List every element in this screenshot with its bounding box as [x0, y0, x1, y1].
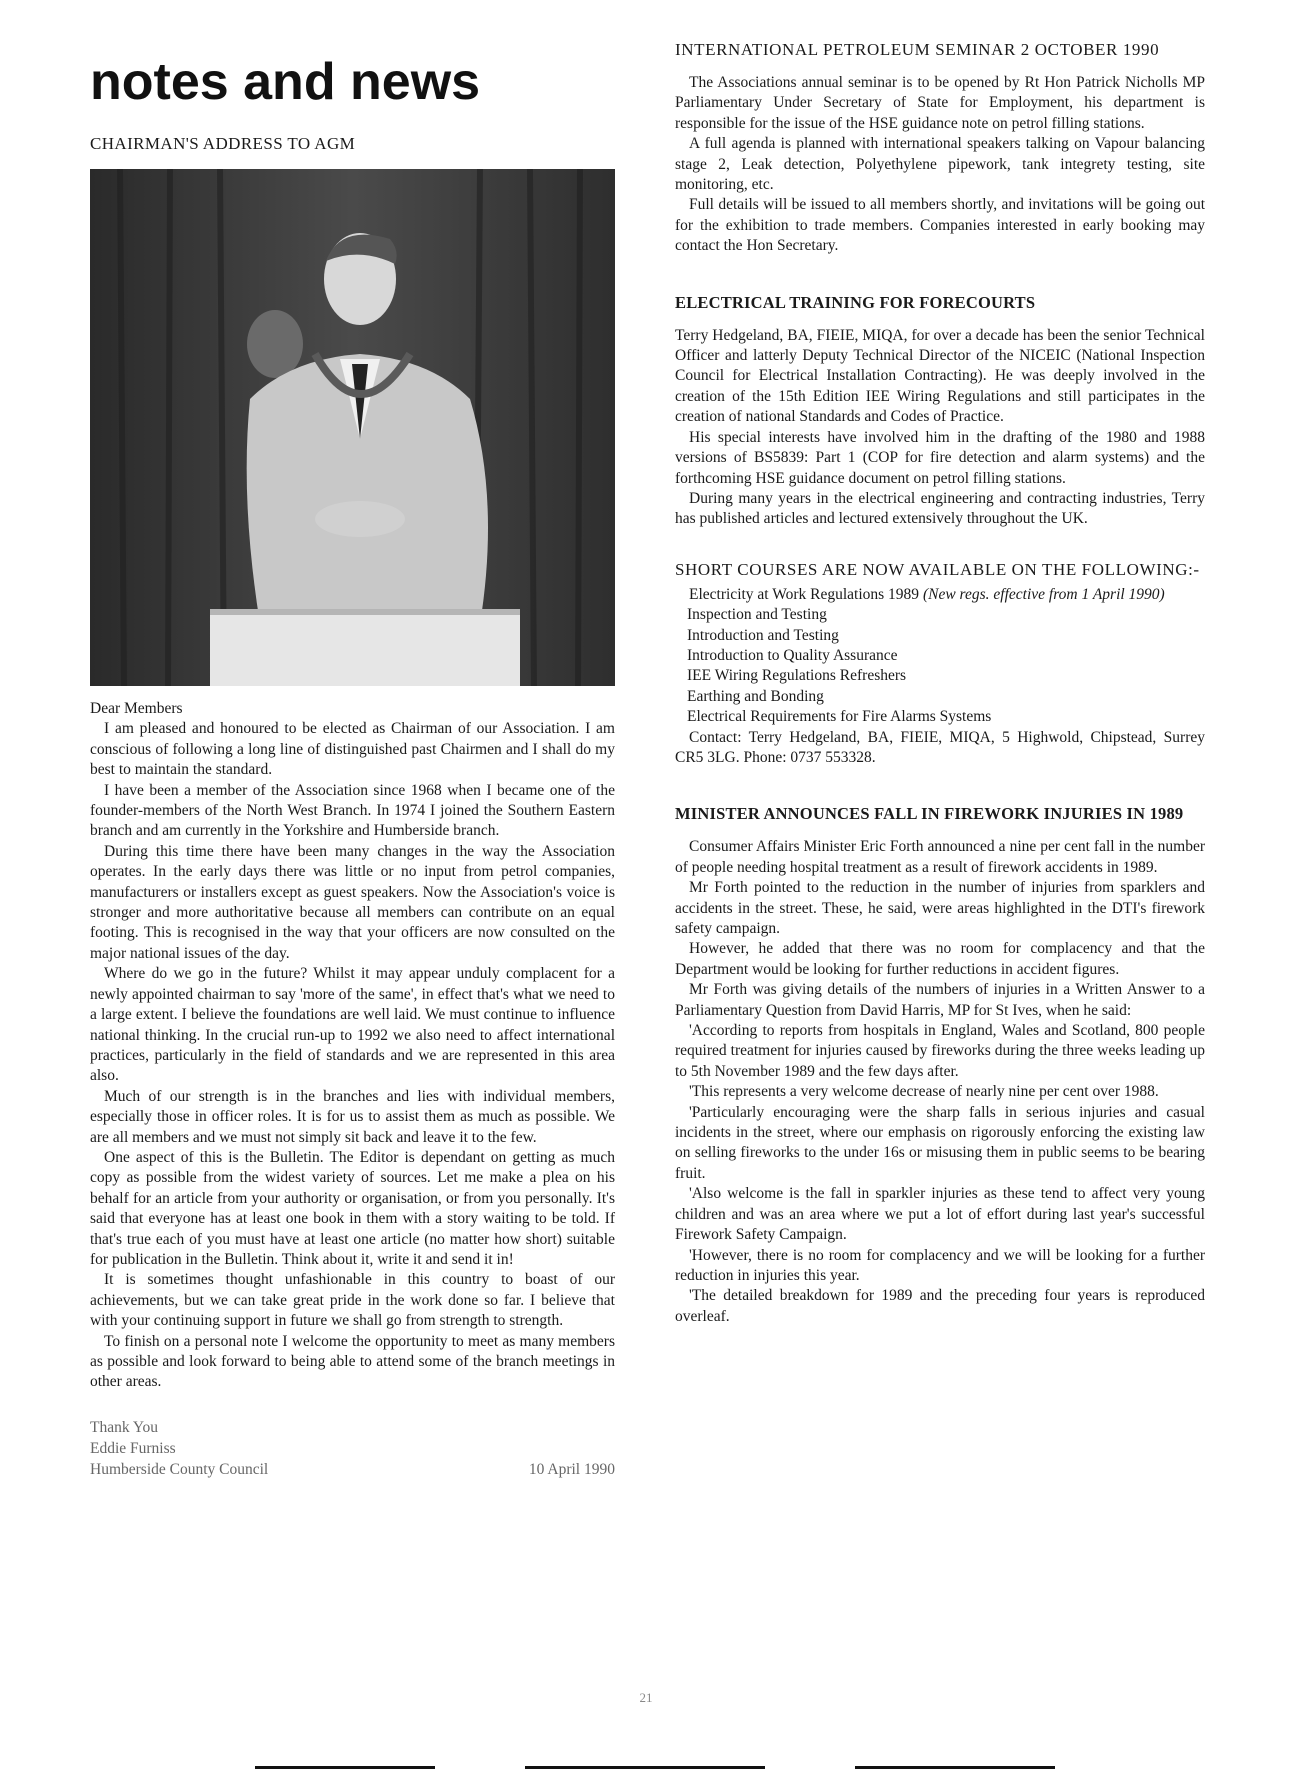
- signoff-name: Eddie Furniss: [90, 1439, 176, 1457]
- chairman-paragraph: I have been a member of the Association since 1968 when I became one of the founder-members of the North West Branch. In 1974 I joined the Southern Eastern branch and am currently in the Yorkshire and Humberside branch.: [90, 781, 615, 840]
- seminar-paragraph: The Associations annual seminar is to be opened by Rt Hon Patrick Nicholls MP Parliamentary Under Secretary of State for Employment, his department is responsible for the issue of the HSE guidance note on petrol filling stations.: [675, 74, 1205, 132]
- list-item: Earthing and Bonding: [687, 687, 824, 705]
- bottom-rule: [855, 1766, 1055, 1769]
- seminar-paragraph: A full agenda is planned with international speakers talking on Vapour balancing stage 2, Leak detection, Polyethylene pipework, tank integrety testing, site monitoring, etc.: [675, 135, 1205, 194]
- courses-first-item: [675, 585, 1205, 605]
- firework-paragraph: Mr Forth pointed to the reduction in the number of injuries from sparklers and accidents in the street. These, he said, were areas highlighted in the DTI's firework safety campaign.: [675, 879, 1205, 937]
- page-title: notes and news: [90, 53, 481, 111]
- signoff-organisation: Humberside County Council: [90, 1460, 269, 1478]
- chairman-paragraph: Where do we go in the future? Whilst it may appear unduly complacent for a newly appointed chairman to say 'more of the same', in effect that's what we need to a large extent. I believe the foundations are well laid. We must continue to influence national thinking. In the crucial run-up to 1992 we also need to affect international practices, particularly in the field of standards and we are represented in this area also.: [90, 965, 615, 1085]
- chairman-heading: CHAIRMAN'S ADDRESS TO AGM: [90, 134, 356, 153]
- chairman-paragraph: During this time there have been many changes in the way the Association operates. In the early days there was little or no input from petrol companies, manufacturers or installers except as guest speakers. Now the Association's voice is stronger and more authoritative because all members can contribute on an equal footing. This is recognised in the way that your officers are now consulted on the major national issues of the day.: [90, 842, 615, 962]
- firework-paragraph: Consumer Affairs Minister Eric Forth announced a nine per cent fall in the number of people needing hospital treatment as a result of firework accidents in 1989.: [675, 838, 1205, 876]
- bottom-rule: [255, 1766, 435, 1769]
- list-item: Inspection and Testing: [687, 606, 827, 624]
- courses-first-item-note: (New regs. effective from 1 April 1990): [922, 585, 1165, 603]
- firework-paragraph: 'However, there is no room for complacency and we will be looking for a further reduction in injuries this year.: [675, 1246, 1205, 1284]
- training-heading: ELECTRICAL TRAINING FOR FORECOURTS: [675, 292, 1036, 312]
- firework-paragraph: 'According to reports from hospitals in England, Wales and Scotland, 800 people required treatment for injuries caused by fireworks during the three weeks leading up to 5th November 1989 and the few days after.: [675, 1022, 1205, 1080]
- list-item: Introduction to Quality Assurance: [687, 646, 898, 664]
- courses-list: [675, 605, 1205, 727]
- firework-paragraph: 'Particularly encouraging were the sharp falls in serious injuries and casual incidents in the street, where our emphasis on rigorously enforcing the existing law on selling fireworks to the under 16s or misusing them in public seems to be bearing fruit.: [675, 1103, 1205, 1182]
- chairman-paragraph: To finish on a personal note I welcome the opportunity to meet as many members as possible and look forward to being able to attend some of the branch meetings in other areas.: [90, 1332, 615, 1391]
- firework-paragraph: 'Also welcome is the fall in sparkler injuries as these tend to affect very young children and was an area where we put a lot of effort during last year's successful Firework Safety Campaign.: [675, 1185, 1205, 1244]
- page-number: 21: [639, 1690, 653, 1705]
- firework-paragraph: 'This represents a very welcome decrease of nearly nine per cent over 1988.: [689, 1083, 1159, 1101]
- chairman-signoff: [90, 1417, 615, 1480]
- list-item: Introduction and Testing: [687, 626, 839, 644]
- chairman-paragraph: Much of our strength is in the branches and lies with individual members, especially those in officer roles. It is for us to assist them as much as possible. We are all members and we must not simply sit back and leave it to the few.: [90, 1087, 615, 1146]
- courses-contact: Contact: Terry Hedgeland, BA, FIEIE, MIQA, 5 Highwold, Chipstead, Surrey CR5 3LG. Phone: 0737 553328.: [675, 728, 1205, 766]
- courses-first-item-label: Electricity at Work Regulations 1989: [689, 585, 920, 603]
- courses-heading: SHORT COURSES ARE NOW AVAILABLE ON THE FOLLOWING:-: [675, 559, 1200, 579]
- list-item: IEE Wiring Regulations Refreshers: [687, 667, 907, 685]
- chairman-photo-illustration: [90, 169, 615, 686]
- training-section: [675, 293, 1205, 530]
- firework-paragraph: 'The detailed breakdown for 1989 and the preceding four years is reproduced overleaf.: [675, 1287, 1205, 1325]
- firework-paragraph: Mr Forth was giving details of the numbers of injuries in a Written Answer to a Parliamentary Question from David Harris, MP for St Ives, when he said:: [675, 981, 1205, 1019]
- bottom-rule: [525, 1766, 765, 1769]
- chairman-paragraph: It is sometimes thought unfashionable in this country to boast of our achievements, but we can take great pride in the work done so far. I believe that with your continuing support in future we shall go from strength to strength.: [90, 1271, 615, 1330]
- left-column: [90, 40, 615, 1480]
- signoff-thanks: Thank You: [90, 1418, 159, 1436]
- signoff-date: 10 April 1990: [528, 1460, 615, 1478]
- firework-section: [675, 804, 1205, 1327]
- seminar-paragraph: Full details will be issued to all members shortly, and invitations will be going out for the exhibition to trade members. Companies interested in early booking may contact the Hon Secretary.: [675, 196, 1205, 255]
- right-column: [675, 40, 1205, 1327]
- training-paragraph: During many years in the electrical engineering and contracting industries, Terry has published articles and lectured extensively throughout the UK.: [675, 489, 1205, 528]
- training-paragraph: His special interests have involved him in the drafting of the 1980 and 1988 versions of BS5839: Part 1 (COP for fire detection and alarm systems) and the forthcoming HSE guidance document on petrol filling stations.: [675, 428, 1205, 487]
- training-paragraph: Terry Hedgeland, BA, FIEIE, MIQA, for over a decade has been the senior Technical Officer and latterly Deputy Technical Director of the NICEIC (National Inspection Council for Electrical Installation Contracting). He was deeply involved in the creation of the 15th Edition IEE Wiring Regulations and still participates in the creation of national Standards and Codes of Practice.: [675, 326, 1205, 426]
- chairman-photo: [90, 169, 615, 686]
- chairman-paragraph: One aspect of this is the Bulletin. The Editor is dependant on getting as much copy as possible from the widest variety of sources. Let me make a plea on his behalf for an article from your authority or organisation, or from you personally. It's said that everyone has at least one book in them with a story waiting to be told. If that's true each of you must have at least one article (no matter how short) suitable for publication in the Bulletin. Think about it, write it and send it in!: [90, 1148, 615, 1268]
- seminar-heading: INTERNATIONAL PETROLEUM SEMINAR 2 OCTOBER 1990: [675, 40, 1160, 59]
- signoff-row: [90, 1459, 615, 1480]
- courses-section: [675, 560, 1205, 769]
- chairman-paragraph: I am pleased and honoured to be elected as Chairman of our Association. I am conscious of following a long line of distinguished past Chairmen and I shall do my best to maintain the standard.: [90, 720, 615, 779]
- list-item: Electrical Requirements for Fire Alarms Systems: [687, 708, 992, 726]
- chairman-salutation: Dear Members: [90, 700, 183, 717]
- seminar-section: [675, 40, 1205, 257]
- firework-paragraph: However, he added that there was no room for complacency and that the Department would be looking for further reductions in accident figures.: [675, 940, 1205, 978]
- firework-heading: MINISTER ANNOUNCES FALL IN FIREWORK INJURIES IN 1989: [675, 804, 1184, 824]
